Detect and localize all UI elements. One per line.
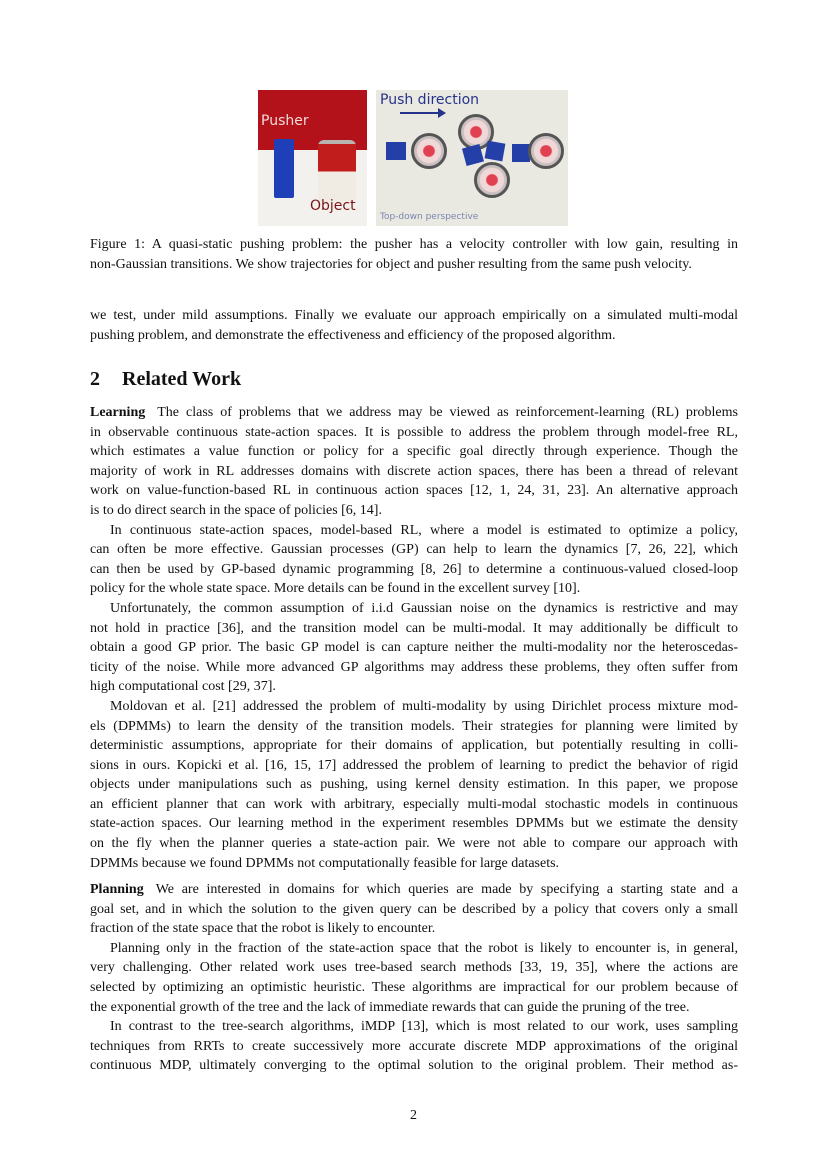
text-line: the exponential growth of the tree and the lack of immediate rewards that can guide the pruning of the tree. — [90, 999, 690, 1015]
text-line: techniques from RRTs to create successively more accurate discrete MDP approximations of the original — [90, 1038, 738, 1054]
line-text: We are interested in domains for which queries are made by specifying a starting state and a — [155, 882, 738, 897]
text-line: Planning only in the fraction of the state-action space that the robot is likely to encounter is, in general, — [110, 940, 738, 956]
paragraph — [90, 403, 738, 521]
object-disc — [411, 133, 447, 169]
figure-caption — [90, 235, 738, 274]
pusher-block — [274, 139, 294, 198]
run-in-heading: Learning — [90, 405, 146, 420]
paragraph — [90, 1017, 738, 1076]
section-title: Related Work — [122, 368, 242, 390]
text-line: an efficient planner that can work with arbitrary, especially multi-modal stochastic models in continuous — [90, 796, 738, 812]
text-line: Unfortunately, the common assumption of i.i.d Gaussian noise on the dynamics is restrictive and may — [110, 600, 738, 616]
push-direction-arrow-icon — [400, 112, 440, 114]
object-disc — [474, 162, 510, 198]
text-line: fraction of the state space that the robot is likely to encounter. — [90, 921, 436, 937]
run-in-heading: Planning — [90, 882, 144, 897]
page-number: 2 — [410, 1108, 417, 1123]
pusher-start-block — [386, 142, 406, 160]
text-line: state-action spaces. Our learning method in the experiment resembles DPMMs but we estimate the density — [90, 816, 738, 832]
pusher-label: Pusher — [261, 113, 309, 129]
paragraph — [90, 521, 738, 599]
text-line: can often be more effective. Gaussian processes (GP) can help to learn the dynamics [7, 26, 22], which — [90, 542, 738, 558]
text-line — [90, 403, 738, 423]
text-line: policy for the whole state space. More details can be found in the excellent survey [10]. — [90, 581, 581, 597]
text-line: high computational cost [29, 37]. — [90, 679, 276, 695]
text-line: deterministic assumptions, appropriate for their domains of application, but potentially resulting in colli- — [90, 738, 738, 754]
text-line: can then be used by GP-based dynamic programming [8, 26] to determine a continuous-valued closed-loop — [90, 561, 738, 577]
text-line: In contrast to the tree-search algorithms, iMDP [13], which is most related to our work, uses sampling — [110, 1019, 738, 1035]
text-line: goal set, and in which the solution to the given query can be described by a policy that covers only a small — [90, 901, 738, 917]
section-number: 2 — [90, 368, 100, 390]
text-line: non-Gaussian transitions. We show trajectories for object and pusher resulting from the same push velocity. — [90, 256, 692, 272]
text-line: is to do direct search in the space of policies [6, 14]. — [90, 502, 382, 518]
text-line: In continuous state-action spaces, model-based RL, where a model is estimated to optimize a policy, — [110, 522, 738, 538]
text-line: selected by optimizing an optimistic heuristic. These algorithms are impractical for our problem because of — [90, 979, 738, 995]
soup-can-object — [318, 140, 356, 203]
paragraph — [90, 599, 738, 697]
text-line: continuous MDP, ultimately converging to the optimal solution to the original problem. Their method as- — [90, 1058, 738, 1074]
text-line: very challenging. Other related work uses tree-based search methods [33, 19, 35], where the actions are — [90, 960, 738, 976]
learning-subsection — [90, 403, 738, 873]
text-line: majority of work in RL addresses domains with discrete action spaces, there has been a thread of relevant — [90, 463, 738, 479]
text-line: sions in ours. Kopicki et al. [16, 15, 17] addressed the problem of learning to predict the behavior of rigid — [90, 757, 738, 773]
text-line: on the fly when the planner queries a state-action pair. We were not able to compare our approach with — [90, 836, 738, 852]
object-label: Object — [310, 198, 356, 214]
text-line: in observable continuous state-action spaces. It is possible to address the problem through model-free RL, — [90, 424, 738, 440]
text-line: pushing problem, and demonstrate the effectiveness and efficiency of the proposed algorithm. — [90, 327, 616, 343]
figure-photo-pusher-object — [258, 90, 367, 226]
text-line: Figure 1: A quasi-static pushing problem: the pusher has a velocity controller with low gain, resulting in — [90, 237, 738, 252]
text-line: work on value-function-based RL in continuous action spaces [12, 1, 24, 31, 23]. An alternative approach — [90, 483, 738, 499]
intro-paragraph — [90, 306, 738, 345]
text-line: objects under manipulations such as pushing, using kernel density estimation. In this paper, we propose — [90, 777, 738, 793]
text-line: we test, under mild assumptions. Finally we evaluate our approach empirically on a simulated multi-modal — [90, 308, 738, 323]
text-line: obtain a good GP prior. The basic GP model is can capture neither the multi-modality nor the heteroscedas- — [90, 640, 738, 656]
text-line: ticity of the noise. While more advanced GP algorithms may address these problems, they often suffer from — [90, 659, 738, 675]
section-heading — [90, 368, 241, 391]
text-line: not hold in practice [36], and the transition model can be multi-modal. It may additionally be difficult to — [90, 620, 738, 636]
text-line: els (DPMMs) to learn the density of the transition models. Their strategies for planning were limited by — [90, 718, 738, 734]
object-disc — [528, 133, 564, 169]
text-line: DPMMs because we found DPMMs not computationally feasible for large datasets. — [90, 855, 560, 871]
paragraph — [90, 939, 738, 1017]
perspective-label: Top-down perspective — [380, 212, 479, 222]
paragraph — [90, 880, 738, 939]
text-line — [90, 880, 738, 900]
figure-topdown-trajectories — [376, 90, 568, 226]
push-direction-label: Push direction — [380, 92, 480, 108]
paragraph — [90, 697, 738, 873]
line-text: The class of problems that we address may be viewed as reinforcement-learning (RL) problems — [157, 405, 738, 420]
pusher-block — [485, 141, 506, 162]
planning-subsection — [90, 880, 738, 1076]
text-line: which estimates a value function or policy for a specific goal directly through experience. Though the — [90, 444, 738, 460]
text-line: Moldovan et al. [21] addressed the problem of multi-modality by using Dirichlet process mixture mod- — [110, 698, 738, 714]
